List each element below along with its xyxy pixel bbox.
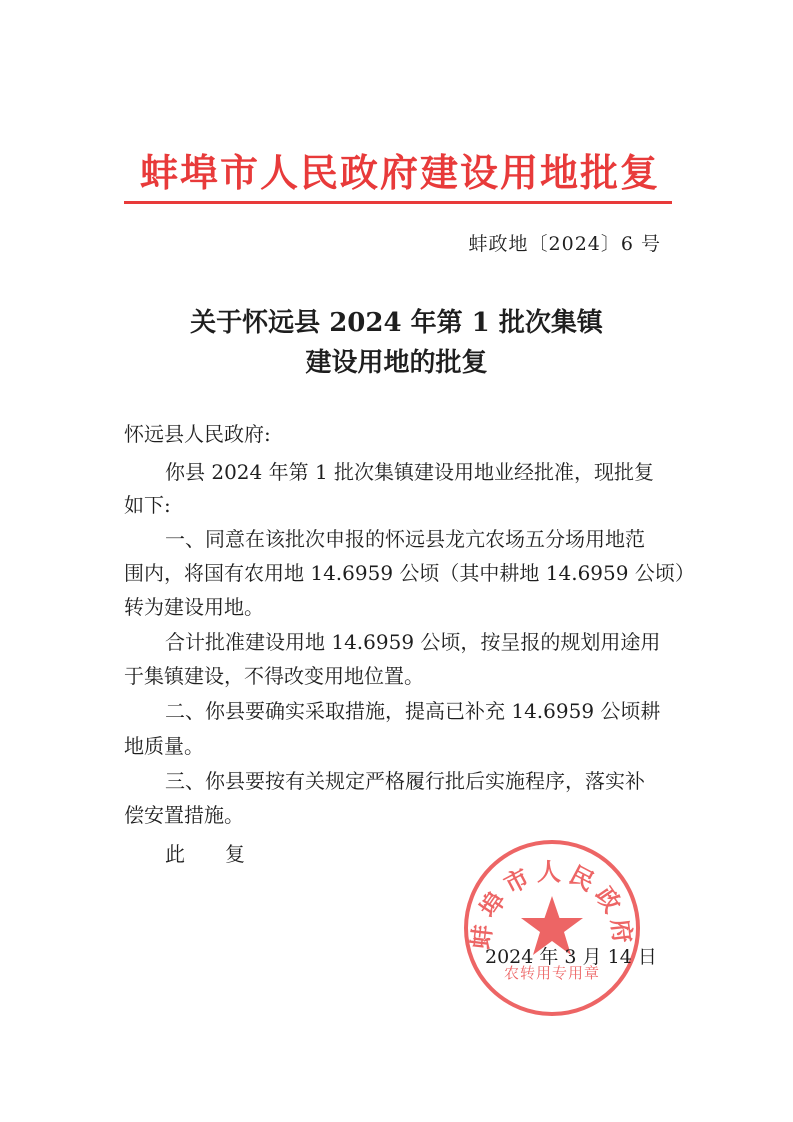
document-title-line2: 建设用地的批复	[305, 348, 488, 378]
header-title: 蚌埠市人民政府建设用地批复	[139, 150, 660, 195]
body-text-line: 偿安置措施。	[124, 803, 244, 827]
document-title-line1: 关于怀远县 2024 年第 1 批次集镇	[190, 308, 603, 338]
body-text-line: 三、你县要按有关规定严格履行批后实施程序，落实补	[165, 769, 645, 793]
seal-outer-text: 蚌埠市人民政府	[465, 857, 639, 951]
body-text-line: 转为建设用地。	[124, 595, 264, 619]
header-rule	[124, 201, 672, 204]
closing-char-second: 复	[225, 842, 245, 866]
body-text-line: 地质量。	[124, 734, 204, 758]
body-text-line: 你县 2024 年第 1 批次集镇建设用地业经批准，现批复	[165, 460, 655, 484]
closing-char-first: 此	[165, 842, 185, 866]
body-text-line: 合计批准建设用地 14.6959 公顷，按呈报的规划用途用	[165, 630, 661, 654]
seal-inner-text: 农转用专用章	[503, 964, 601, 982]
body-text-line: 一、同意在该批次申报的怀远县龙亢农场五分场用地范	[165, 527, 645, 551]
issue-date: 2024 年 3 月 14 日	[485, 946, 657, 968]
official-seal	[462, 838, 642, 1018]
closing-phrase	[165, 838, 245, 867]
body-text-line: 如下:	[124, 493, 171, 517]
addressee: 怀远县人民政府:	[124, 422, 271, 446]
body-text-line: 二、你县要确实采取措施，提高已补充 14.6959 公顷耕	[165, 699, 661, 723]
document-number: 蚌政地〔2024〕6 号	[468, 233, 661, 255]
body-text-line: 于集镇建设，不得改变用地位置。	[124, 664, 424, 688]
body-text-line: 围内，将国有农用地 14.6959 公顷（其中耕地 14.6959 公顷）	[124, 561, 695, 585]
